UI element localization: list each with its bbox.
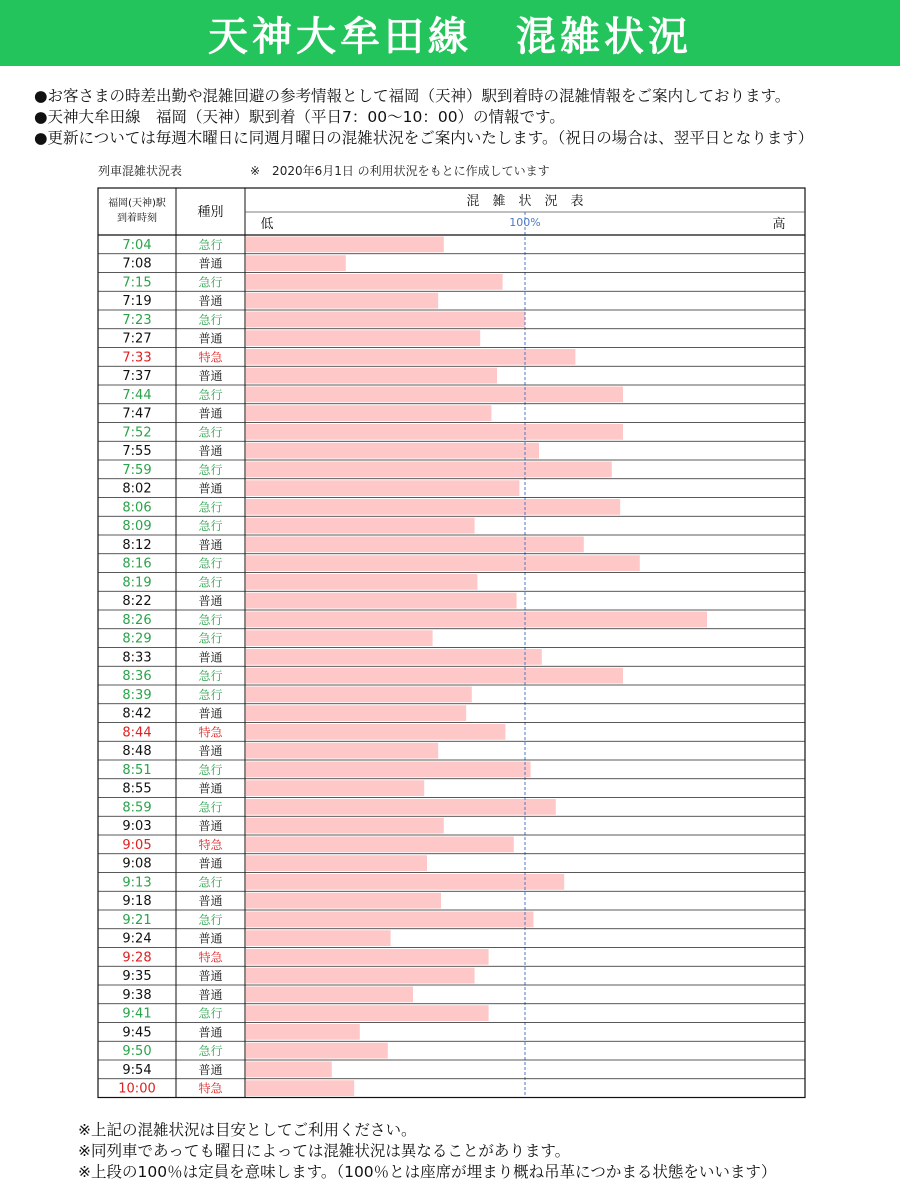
type-label-8:33: 普通: [198, 650, 223, 665]
bar-7:15: [246, 274, 503, 290]
bar-8:16: [246, 555, 640, 571]
time-label-9:18: 9:18: [122, 894, 152, 910]
bar-9:38: [246, 987, 413, 1003]
type-label-7:33: 特急: [198, 350, 223, 365]
type-label-8:48: 普通: [198, 744, 223, 759]
time-label-7:19: 7:19: [122, 294, 152, 310]
reference-label: 100%: [509, 216, 541, 229]
time-label-8:22: 8:22: [122, 594, 152, 610]
bar-8:55: [246, 780, 424, 796]
type-label-9:50: 急行: [198, 1044, 223, 1059]
type-label-7:15: 急行: [198, 275, 223, 290]
time-label-8:09: 8:09: [122, 519, 152, 535]
time-label-7:27: 7:27: [122, 331, 152, 347]
time-label-9:54: 9:54: [122, 1062, 152, 1078]
footer-note-2: ※同列車であっても曜日によっては混雑状況は異なることがあります。: [78, 1142, 571, 1160]
bar-8:48: [246, 743, 438, 759]
type-label-8:16: 急行: [198, 556, 223, 571]
time-label-8:44: 8:44: [122, 725, 152, 741]
bar-9:35: [246, 968, 475, 984]
type-label-8:59: 急行: [198, 800, 223, 815]
type-label-9:24: 普通: [198, 931, 223, 946]
bar-7:55: [246, 443, 539, 459]
time-label-7:15: 7:15: [122, 275, 152, 291]
bar-8:44: [246, 724, 505, 740]
bar-8:19: [246, 574, 477, 590]
bar-8:42: [246, 705, 466, 721]
time-header-line1: 福岡(天神)駅: [108, 198, 166, 209]
time-label-8:19: 8:19: [122, 575, 152, 591]
bar-10:00: [246, 1080, 354, 1096]
bar-9:50: [246, 1043, 388, 1059]
type-label-8:06: 急行: [198, 500, 223, 515]
type-label-8:51: 急行: [198, 762, 223, 777]
bar-7:33: [246, 349, 575, 365]
bar-7:37: [246, 368, 497, 384]
bar-7:23: [246, 312, 525, 328]
bar-9:45: [246, 1024, 360, 1040]
time-label-7:33: 7:33: [122, 350, 152, 366]
bar-8:51: [246, 762, 531, 778]
type-label-8:19: 急行: [198, 575, 223, 590]
type-label-8:39: 急行: [198, 687, 223, 702]
time-header-line2: 到着時刻: [117, 213, 157, 224]
time-label-8:16: 8:16: [122, 556, 152, 572]
type-label-9:05: 特急: [198, 837, 223, 852]
time-label-8:06: 8:06: [122, 500, 152, 516]
type-label-7:59: 急行: [198, 462, 223, 477]
bar-7:44: [246, 387, 623, 403]
type-label-9:03: 普通: [198, 819, 223, 834]
time-label-8:02: 8:02: [122, 481, 152, 497]
time-label-8:36: 8:36: [122, 669, 152, 685]
time-label-9:50: 9:50: [122, 1044, 152, 1060]
time-label-9:38: 9:38: [122, 987, 152, 1003]
time-label-8:51: 8:51: [122, 762, 152, 778]
type-label-8:12: 普通: [198, 537, 223, 552]
bar-8:09: [246, 518, 475, 534]
bar-8:06: [246, 499, 620, 515]
type-label-8:02: 普通: [198, 481, 223, 496]
time-label-10:00: 10:00: [118, 1081, 156, 1097]
time-label-9:21: 9:21: [122, 912, 152, 928]
type-label-8:44: 特急: [198, 725, 223, 740]
type-label-9:13: 急行: [198, 875, 223, 890]
bar-7:52: [246, 424, 623, 440]
bar-9:18: [246, 893, 441, 909]
type-label-7:23: 急行: [198, 312, 223, 327]
intro-note-1: ●お客さまの時差出勤や混雑回避の参考情報として福岡（天神）駅到着時の混雑情報をご案内しております。: [34, 87, 791, 105]
time-label-9:13: 9:13: [122, 875, 152, 891]
time-label-9:45: 9:45: [122, 1025, 152, 1041]
intro-note-2: ●天神大牟田線 福岡（天神）駅到着（平日7：00～10：00）の情報です。: [34, 108, 565, 126]
type-label-8:09: 急行: [198, 519, 223, 534]
type-label-10:00: 特急: [198, 1081, 223, 1096]
bar-8:33: [246, 649, 542, 665]
type-header: 種別: [197, 205, 224, 220]
type-label-9:54: 普通: [198, 1062, 223, 1077]
time-label-7:04: 7:04: [122, 237, 152, 253]
type-label-8:55: 普通: [198, 781, 223, 796]
type-label-7:37: 普通: [198, 369, 223, 384]
type-label-7:55: 普通: [198, 444, 223, 459]
page-title: 天神大牟田線 混雑状況: [208, 13, 692, 60]
bar-9:41: [246, 1005, 489, 1021]
time-label-7:37: 7:37: [122, 369, 152, 385]
bar-8:39: [246, 687, 472, 703]
time-label-8:33: 8:33: [122, 650, 152, 666]
time-label-7:08: 7:08: [122, 256, 152, 272]
time-label-7:55: 7:55: [122, 444, 152, 460]
time-label-9:24: 9:24: [122, 931, 152, 947]
footer-note-1: ※上記の混雑状況は目安としてご利用ください。: [78, 1121, 417, 1139]
time-label-8:39: 8:39: [122, 687, 152, 703]
bar-7:59: [246, 462, 612, 478]
time-label-8:26: 8:26: [122, 612, 152, 628]
bar-7:47: [246, 405, 491, 421]
time-label-9:28: 9:28: [122, 950, 152, 966]
chart-title: 混 雑 状 況 表: [466, 194, 584, 209]
type-label-9:41: 急行: [198, 1006, 223, 1021]
bar-7:04: [246, 237, 444, 253]
type-label-7:47: 普通: [198, 406, 223, 421]
time-label-8:29: 8:29: [122, 631, 152, 647]
intro-note-3: ●更新については毎週木曜日に同週月曜日の混雑状況をご案内いたします。（祝日の場合は、翌平日となります）: [34, 129, 814, 147]
type-label-7:52: 急行: [198, 425, 223, 440]
bar-8:26: [246, 612, 707, 628]
bar-9:24: [246, 930, 391, 946]
type-label-8:42: 普通: [198, 706, 223, 721]
time-label-9:03: 9:03: [122, 819, 152, 835]
bar-9:08: [246, 855, 427, 871]
bar-8:59: [246, 799, 556, 815]
type-label-8:26: 急行: [198, 612, 223, 627]
type-label-9:18: 普通: [198, 894, 223, 909]
time-label-9:08: 9:08: [122, 856, 152, 872]
time-label-8:12: 8:12: [122, 537, 152, 553]
type-label-7:19: 普通: [198, 294, 223, 309]
bar-8:36: [246, 668, 623, 684]
time-label-7:23: 7:23: [122, 312, 152, 328]
scale-high-label: 高: [772, 217, 786, 232]
bar-9:28: [246, 949, 489, 965]
time-label-7:44: 7:44: [122, 387, 152, 403]
bar-9:03: [246, 818, 444, 834]
bar-9:54: [246, 1062, 332, 1078]
bar-8:12: [246, 537, 584, 553]
time-label-8:59: 8:59: [122, 800, 152, 816]
bar-7:19: [246, 293, 438, 309]
table-caption: 列車混雑状況表: [98, 164, 183, 178]
bar-8:02: [246, 480, 519, 496]
time-label-7:47: 7:47: [122, 406, 152, 422]
time-label-8:42: 8:42: [122, 706, 152, 722]
type-label-9:45: 普通: [198, 1025, 223, 1040]
type-label-7:08: 普通: [198, 256, 223, 271]
type-label-7:44: 急行: [198, 387, 223, 402]
type-label-8:29: 急行: [198, 631, 223, 646]
type-label-9:08: 普通: [198, 856, 223, 871]
bar-7:08: [246, 255, 346, 271]
time-label-8:55: 8:55: [122, 781, 152, 797]
type-label-9:38: 普通: [198, 987, 223, 1002]
time-label-9:41: 9:41: [122, 1006, 152, 1022]
time-label-9:05: 9:05: [122, 837, 152, 853]
time-label-7:59: 7:59: [122, 462, 152, 478]
time-label-8:48: 8:48: [122, 744, 152, 760]
type-label-9:21: 急行: [198, 912, 223, 927]
bar-9:05: [246, 837, 514, 853]
type-label-9:28: 特急: [198, 950, 223, 965]
bar-9:13: [246, 874, 564, 890]
time-label-9:35: 9:35: [122, 969, 152, 985]
data-source-note: ※ 2020年6月1日 の利用状況をもとに作成しています: [250, 164, 550, 178]
time-label-7:52: 7:52: [122, 425, 152, 441]
type-label-8:36: 急行: [198, 669, 223, 684]
footer-notes: [78, 1120, 776, 1183]
bar-8:29: [246, 630, 433, 646]
type-label-7:27: 普通: [198, 331, 223, 346]
bar-7:27: [246, 330, 480, 346]
scale-low-label: 低: [260, 217, 274, 232]
bar-9:21: [246, 912, 533, 928]
type-label-9:35: 普通: [198, 969, 223, 984]
footer-note-3: ※上段の100％は定員を意味します。（100％とは座席が埋まり概ね吊革につかまる状態をいいます）: [78, 1163, 777, 1181]
type-label-7:04: 急行: [198, 237, 223, 252]
type-label-8:22: 普通: [198, 594, 223, 609]
bar-8:22: [246, 593, 517, 609]
